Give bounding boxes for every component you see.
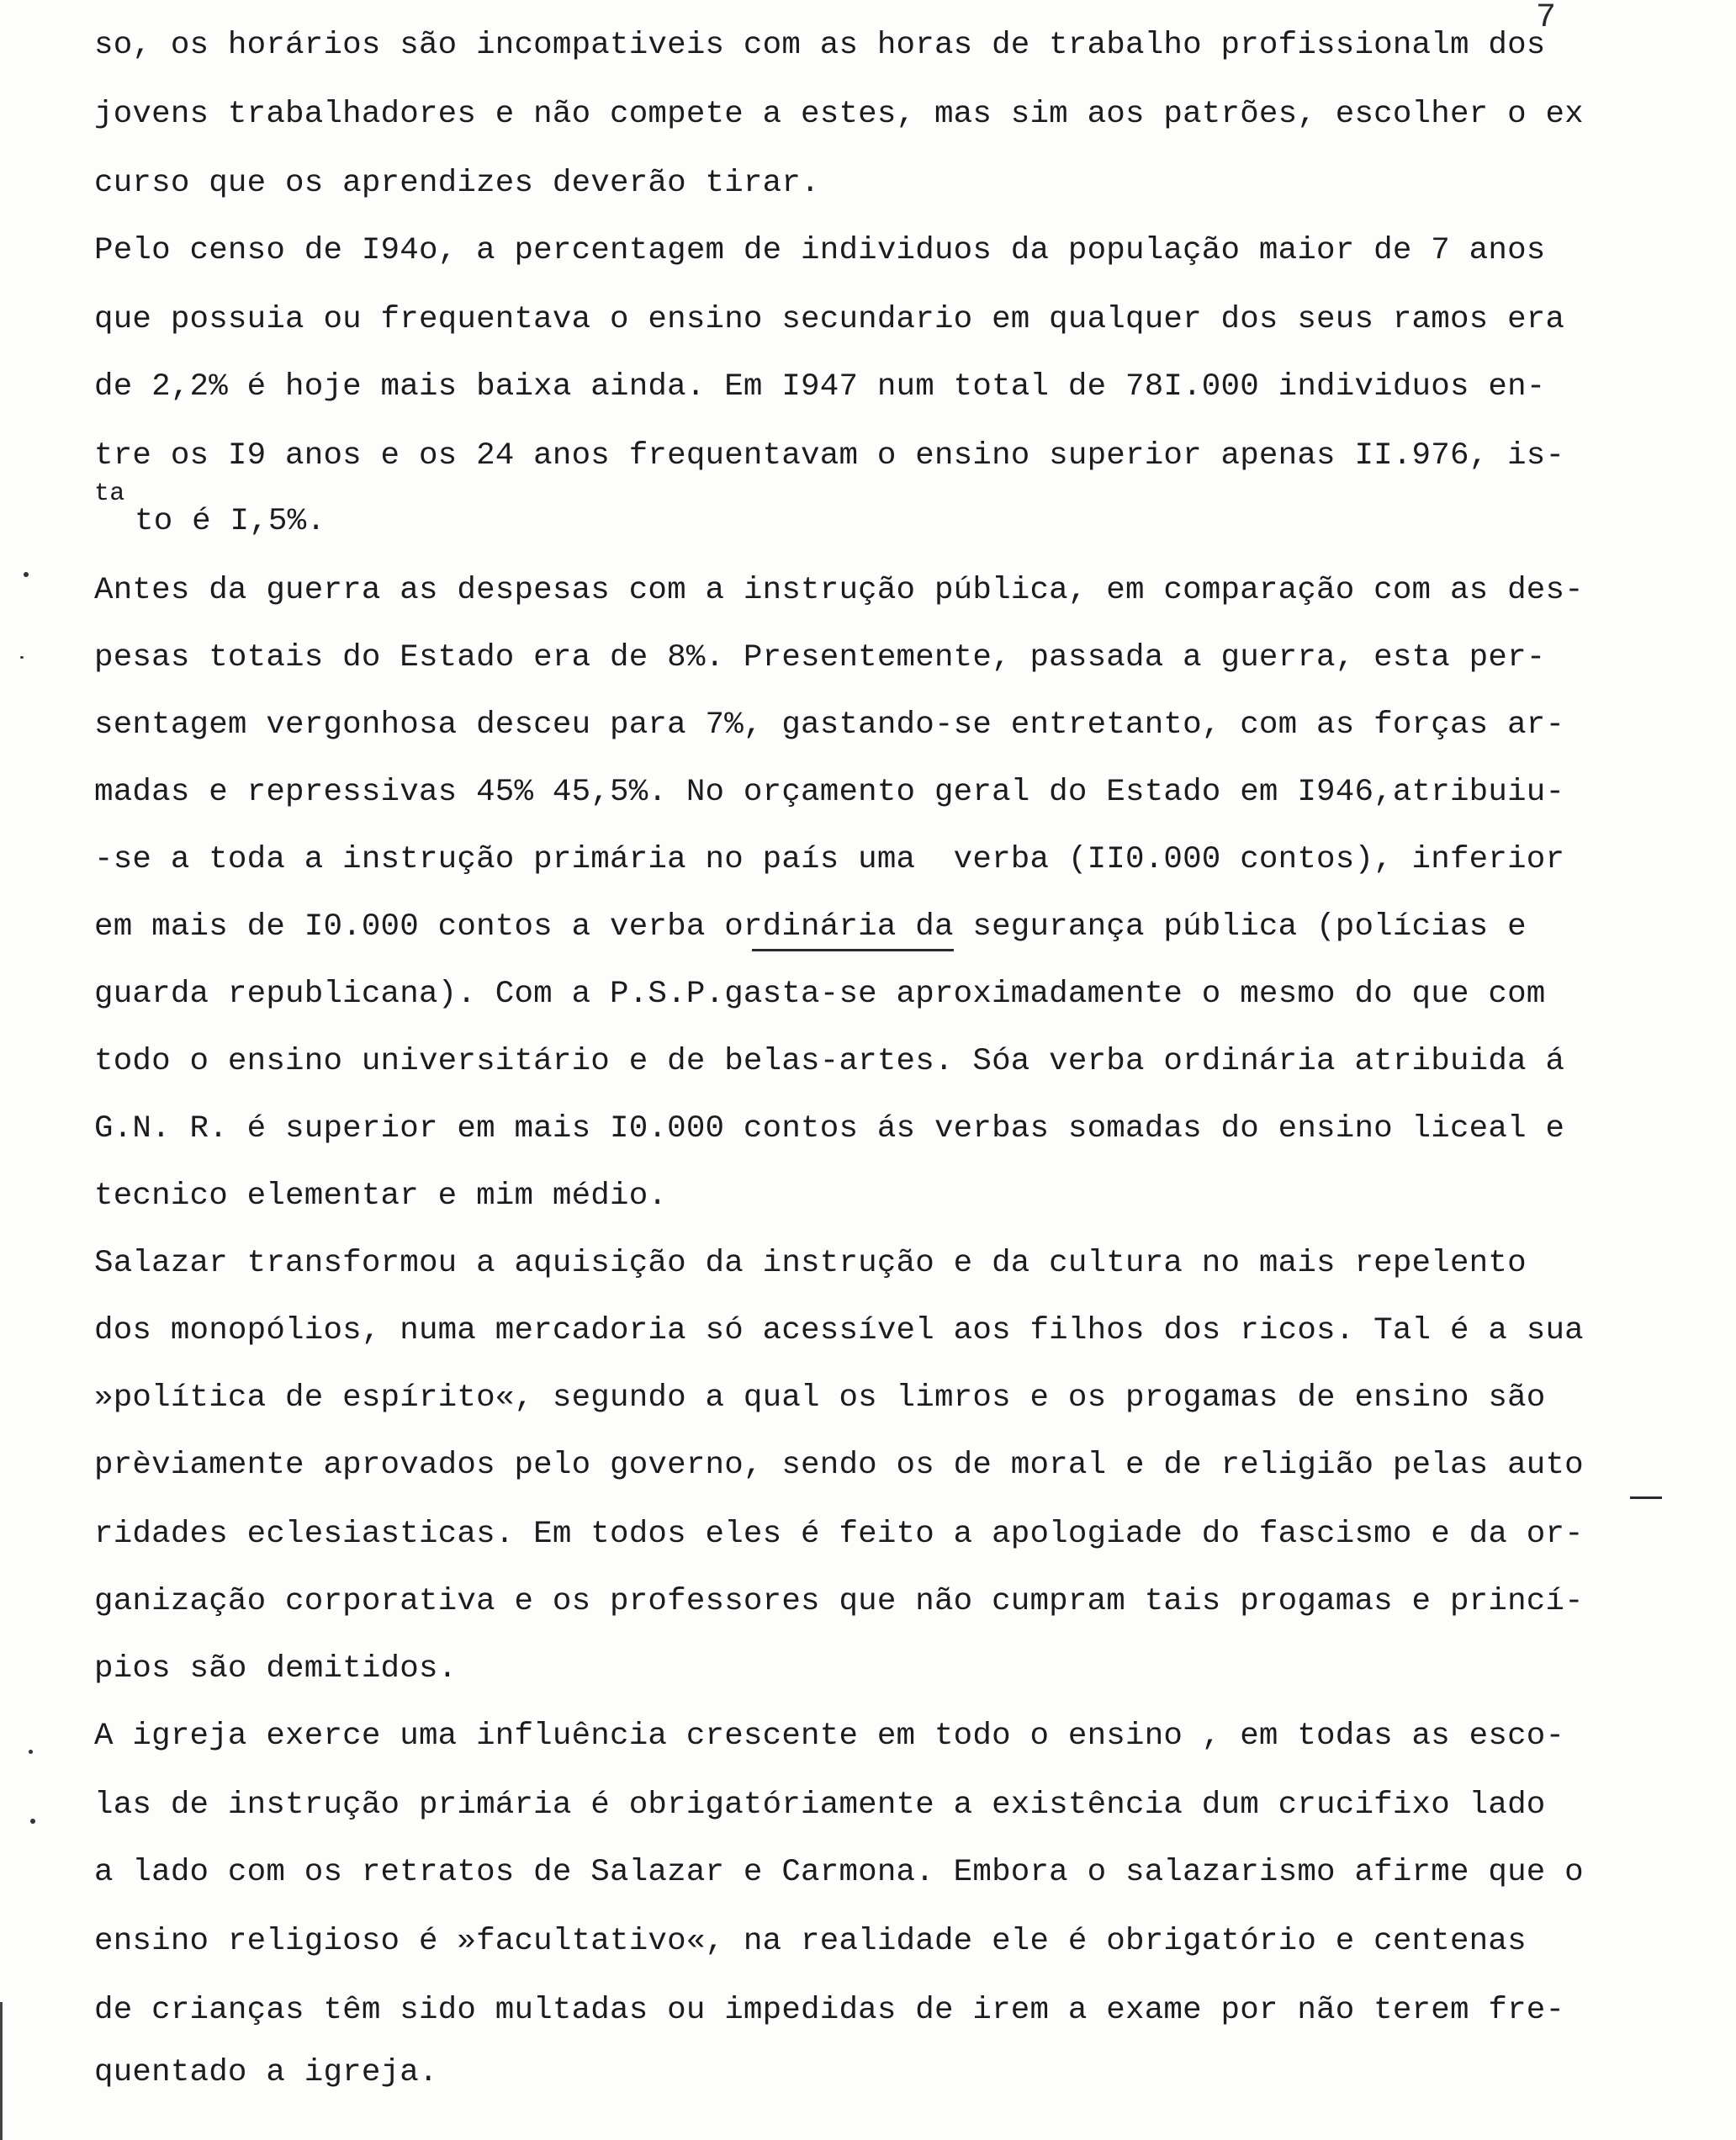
text-line: ganização corporativa e os professores que não cumpram tais progamas e princí- [94, 1584, 1584, 1619]
text-line: que possuia ou frequentava o ensino secundario em qualquer dos seus ramos era [94, 302, 1565, 337]
text-line: ensino religioso é »facultativo«, na realidade ele é obrigatório e centenas [94, 1924, 1527, 1959]
text-line: em mais de I0.000 contos a verba ordinária da segurança pública (polícias e [94, 909, 1527, 945]
margin-speck [30, 1819, 35, 1824]
text-line: sentagem vergonhosa desceu para 7%, gastando-se entretanto, com as forças ar- [94, 707, 1565, 743]
text-line: ridades eclesiasticas. Em todos eles é feito a apologiade do fascismo e da or- [94, 1517, 1584, 1552]
margin-speck [24, 572, 29, 577]
text-line: a lado com os retratos de Salazar e Carmona. Embora o salazarismo afirme que o [94, 1855, 1584, 1890]
underline-mark [1630, 1496, 1662, 1499]
text-line: quentado a igreja. [94, 2055, 438, 2090]
text-line: curso que os aprendizes deverão tirar. [94, 166, 820, 201]
margin-speck [20, 656, 24, 659]
text-line: to é I,5%. [135, 504, 326, 539]
margin-speck [29, 1750, 33, 1754]
text-line: dos monopólios, numa mercadoria só acessível aos filhos dos ricos. Tal é a sua [94, 1313, 1584, 1348]
text-line: pesas totais do Estado era de 8%. Presentemente, passada a guerra, esta per- [94, 640, 1546, 675]
text-line: tecnico elementar e mim médio. [94, 1179, 668, 1214]
text-line: Salazar transformou a aquisição da instrução e da cultura no mais repelento [94, 1246, 1527, 1281]
text-line: tre os I9 anos e os 24 anos frequentavam o ensino superior apenas II.976, is- [94, 438, 1565, 474]
text-line: de 2,2% é hoje mais baixa ainda. Em I947 num total de 78I.000 individuos en- [94, 369, 1546, 405]
text-line: so, os horários são incompativeis com as horas de trabalho profissionalm dos [94, 28, 1546, 63]
text-line: -se a toda a instrução primária no país uma verba (II0.000 contos), inferior [94, 842, 1565, 877]
text-line: madas e repressivas 45% 45,5%. No orçamento geral do Estado em I946,atribuiu- [94, 775, 1565, 810]
underline-mark [752, 949, 954, 951]
text-line: prèviamente aprovados pelo governo, sendo os de moral e de religião pelas auto [94, 1448, 1584, 1483]
text-line: todo o ensino universitário e de belas-artes. Sóa verba ordinária atribuida á [94, 1044, 1565, 1079]
text-line: de crianças têm sido multadas ou impedidas de irem a exame por não terem fre- [94, 1993, 1565, 2028]
text-line: G.N. R. é superior em mais I0.000 contos ás verbas somadas do ensino liceal e [94, 1111, 1565, 1147]
text-line: Pelo censo de I94o, a percentagem de individuos da população maior de 7 anos [94, 233, 1546, 268]
text-line: pios são demitidos. [94, 1651, 458, 1687]
text-line: las de instrução primária é obrigatóriamente a existência dum crucifixo lado [94, 1788, 1546, 1823]
text-line: jovens trabalhadores e não compete a estes, mas sim aos patrões, escolher o ex [94, 97, 1584, 132]
scan-edge [0, 2002, 3, 2140]
strikeover-mark: ta [94, 479, 125, 508]
text-line: A igreja exerce uma influência crescente em todo o ensino , em todas as esco- [94, 1719, 1565, 1754]
page-number: 7 [1536, 0, 1557, 37]
text-line: guarda republicana). Com a P.S.P.gasta-se aproximadamente o mesmo do que com [94, 977, 1546, 1012]
text-line: Antes da guerra as despesas com a instrução pública, em comparação com as des- [94, 573, 1584, 608]
text-line: »política de espírito«, segundo a qual os limros e os progamas de ensino são [94, 1380, 1546, 1416]
